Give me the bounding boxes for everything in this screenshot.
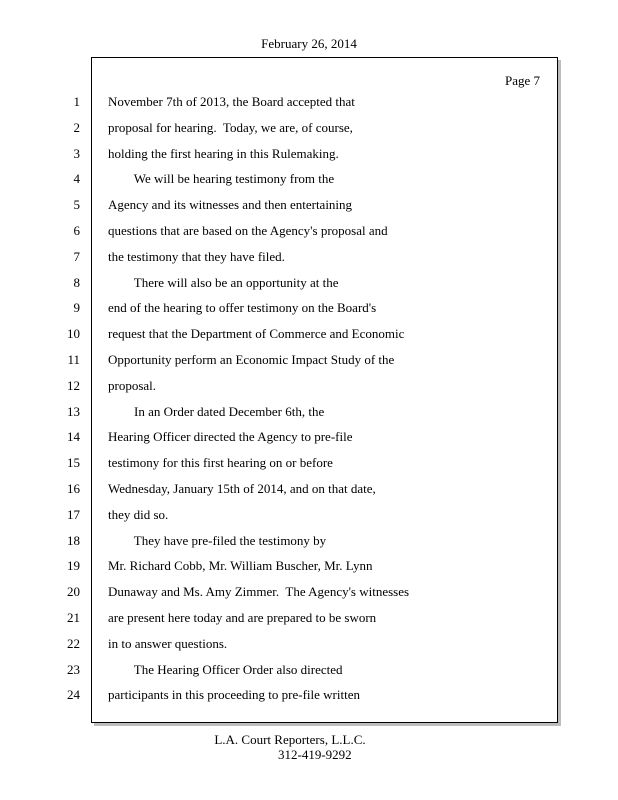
line-number: 13 (67, 403, 80, 419)
line-number: 17 (67, 506, 80, 522)
transcript-text (108, 89, 548, 708)
transcript-line: participants in this proceeding to pre-file written (108, 687, 360, 703)
page-number: Page 7 (504, 73, 540, 88)
transcript-line: Dunaway and Ms. Amy Zimmer. The Agency's witnesses (108, 584, 410, 600)
transcript-line: holding the first hearing in this Rulemaking. (108, 145, 339, 161)
transcript-line: Opportunity perform an Economic Impact Study of the (108, 351, 395, 367)
line-number: 23 (67, 661, 80, 677)
page-header-date: February 26, 2014 (261, 36, 357, 51)
line-number: 1 (73, 94, 80, 109)
transcript-line: Mr. Richard Cobb, Mr. William Buscher, Mr. Lynn (108, 558, 373, 574)
line-number: 9 (73, 300, 80, 316)
transcript-line: in to answer questions. (108, 635, 228, 651)
line-number: 21 (67, 609, 80, 625)
line-number: 14 (67, 429, 80, 445)
transcript-line: The Hearing Officer Order also directed (108, 661, 343, 677)
transcript-line: proposal. (108, 377, 157, 393)
line-number: 22 (67, 635, 80, 651)
line-number: 7 (73, 248, 80, 264)
transcript-line: Hearing Officer directed the Agency to pre-file (108, 429, 353, 445)
transcript-line: They have pre-filed the testimony by (108, 532, 327, 548)
transcript-line: In an Order dated December 6th, the (108, 403, 325, 419)
transcript-line: We will be hearing testimony from the (108, 171, 335, 187)
line-number: 2 (73, 119, 80, 135)
line-number: 16 (67, 480, 80, 496)
transcript-line: Agency and its witnesses and then entertaining (108, 197, 353, 213)
transcript-line: request that the Department of Commerce and Economic (108, 326, 405, 342)
transcript-line: November 7th of 2013, the Board accepted that (108, 94, 355, 109)
line-number-column (0, 89, 78, 708)
transcript-line: proposal for hearing. Today, we are, of course, (108, 119, 353, 135)
line-number: 11 (67, 351, 80, 367)
transcript-line: are present here today and are prepared to be sworn (108, 609, 377, 625)
line-number: 12 (67, 377, 80, 393)
transcript-line: Wednesday, January 15th of 2014, and on that date, (108, 480, 376, 496)
line-number: 10 (67, 326, 80, 342)
line-number: 6 (73, 222, 80, 238)
line-number: 15 (67, 455, 80, 471)
transcript-line: the testimony that they have filed. (108, 248, 285, 264)
line-number: 24 (67, 687, 80, 703)
transcript-line: they did so. (108, 506, 169, 522)
line-number: 20 (67, 584, 80, 600)
line-number: 18 (67, 532, 80, 548)
footer-company: L.A. Court Reporters, L.L.C. (214, 732, 366, 747)
transcript-line: end of the hearing to offer testimony on the Board's (108, 300, 377, 316)
transcript-line: There will also be an opportunity at the (108, 274, 339, 290)
line-number: 8 (73, 274, 80, 290)
transcript-line: testimony for this first hearing on or before (108, 455, 333, 471)
line-number: 3 (73, 145, 80, 161)
transcript-line: questions that are based on the Agency's proposal and (108, 222, 388, 238)
line-number: 5 (73, 197, 80, 213)
footer-phone: 312-419-9292 (278, 747, 352, 762)
line-number: 4 (73, 171, 80, 187)
line-number: 19 (67, 558, 80, 574)
